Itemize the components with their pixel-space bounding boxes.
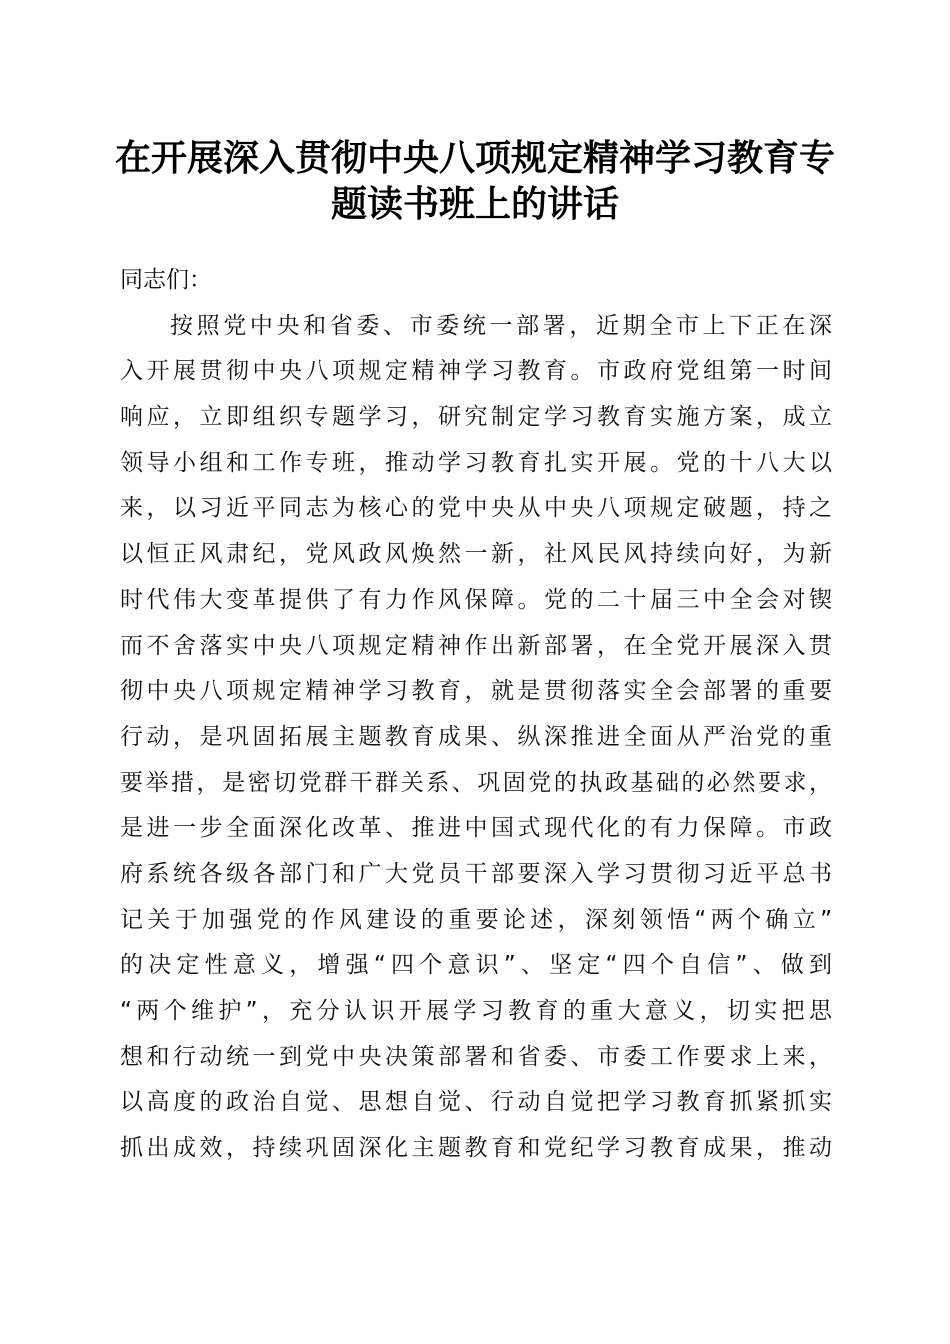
paragraph-line: 要举措，是密切党群干群关系、巩固党的执政基础的必然要求， <box>120 769 832 796</box>
paragraph-line: 抓出成效，持续巩固深化主题教育和党纪学习教育成果，推动 <box>120 1135 832 1162</box>
paragraph-line: 按照党中央和省委、市委统一部署，近期全市上下正在深 <box>170 312 832 339</box>
paragraph-line: 彻中央八项规定精神学习教育，就是贯彻落实全会部署的重要 <box>120 678 832 705</box>
paragraph-line: 想和行动统一到党中央决策部署和省委、市委工作要求上来， <box>120 1043 832 1070</box>
title-line-1: 在开展深入贯彻中央八项规定精神学习教育专 <box>114 137 835 179</box>
document-title <box>110 135 840 227</box>
paragraph-line: 是进一步全面深化改革、推进中国式现代化的有力保障。市政 <box>120 815 832 842</box>
paragraph-line: 领导小组和工作专班，推动学习教育扎实开展。党的十八大以 <box>120 449 832 476</box>
document-body <box>120 258 832 1172</box>
paragraph-line: 时代伟大变革提供了有力作风保障。党的二十届三中全会对锲 <box>120 586 832 613</box>
paragraph-line: 来，以习近平同志为核心的党中央从中央八项规定破题，持之 <box>120 495 832 522</box>
paragraph-line: 响应，立即组织专题学习，研究制定学习教育实施方案，成立 <box>120 404 832 431</box>
paragraph-line: 以恒正风肃纪，党风政风焕然一新，社风民风持续向好，为新 <box>120 541 832 568</box>
paragraph-line: 行动，是巩固拓展主题教育成果、纵深推进全面从严治党的重 <box>120 723 832 750</box>
paragraph-line: 而不舍落实中央八项规定精神作出新部署，在全党开展深入贯 <box>120 632 832 659</box>
paragraph-line: “两个维护”，充分认识开展学习教育的重大意义，切实把思 <box>120 998 832 1024</box>
paragraph-line: 入开展贯彻中央八项规定精神学习教育。市政府党组第一时间 <box>120 358 832 385</box>
title-line-2: 题读书班上的讲话 <box>330 183 619 225</box>
paragraph-line: 以高度的政治自觉、思想自觉、行动自觉把学习教育抓紧抓实 <box>120 1089 832 1116</box>
paragraph-line: 府系统各级各部门和广大党员干部要深入学习贯彻习近平总书 <box>120 860 832 887</box>
paragraph-line: 记关于加强党的作风建设的重要论述，深刻领悟“两个确立” <box>120 906 832 933</box>
paragraph-line: 的决定性意义，增强“四个意识”、坚定“四个自信”、做到 <box>120 952 832 979</box>
salutation: 同志们： <box>120 267 212 293</box>
